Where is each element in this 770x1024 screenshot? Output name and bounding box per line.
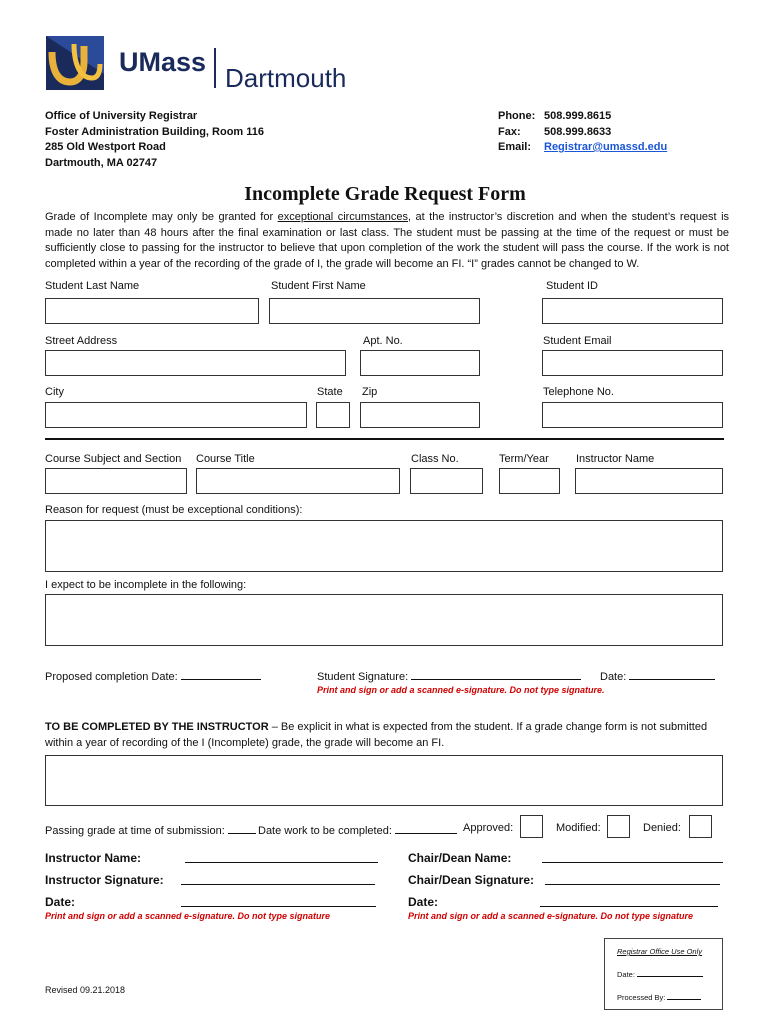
instructor-heading: TO BE COMPLETED BY THE INSTRUCTOR	[45, 721, 269, 733]
zip-label: Zip	[362, 386, 378, 398]
phone-field-label: Telephone No.	[543, 386, 614, 398]
office-line: Office of University Registrar	[45, 110, 198, 122]
office-use-processed-label: Processed By:	[617, 993, 666, 1002]
chair-signature-note: Print and sign or add a scanned e-signature. Do not type signature	[408, 911, 694, 921]
term-label: Term/Year	[499, 453, 549, 465]
office-use-title: Registrar Office Use Only	[617, 947, 703, 956]
last-name-label: Student Last Name	[45, 280, 140, 292]
instructor-signature-label: Instructor Signature:	[45, 873, 164, 887]
student-date-row	[600, 667, 715, 684]
passing-grade-line[interactable]	[228, 821, 256, 834]
instructor-expectations-textarea[interactable]	[45, 755, 723, 806]
email-input[interactable]	[542, 350, 723, 376]
approved-checkbox[interactable]	[520, 815, 543, 838]
umass-logo	[44, 34, 374, 94]
umass-shield-icon	[44, 34, 106, 92]
phone-value: 508.999.8615	[544, 110, 612, 122]
student-id-label: Student ID	[546, 280, 598, 292]
instructor-instructions-text: – Be explicit in what is expected from the student. If a grade change form is not submitted within a year of recording of the I (Incomplete) grade, the grade will become an FI.	[45, 721, 708, 749]
instructor-input[interactable]	[575, 468, 723, 494]
office-line: Foster Administration Building, Room 116	[45, 125, 265, 138]
student-signature-line[interactable]	[411, 667, 581, 680]
intro-text: Grade of Incomplete may only be granted for	[45, 211, 278, 223]
class-no-input[interactable]	[410, 468, 483, 494]
instructor-signature-line[interactable]	[181, 884, 375, 885]
student-id-input[interactable]	[542, 298, 723, 324]
course-title-label: Course Title	[196, 453, 255, 465]
course-subject-label: Course Subject and Section	[45, 453, 182, 465]
passing-grade-label: Passing grade at time of submission:	[45, 825, 225, 837]
first-name-input[interactable]	[269, 298, 480, 324]
form-title: Incomplete Grade Request Form	[244, 183, 526, 205]
date-work-row	[258, 821, 457, 838]
instructor-signature-note: Print and sign or add a scanned e-signature. Do not type signature	[45, 911, 331, 921]
completion-date-line[interactable]	[181, 667, 261, 680]
course-title-input[interactable]	[196, 468, 400, 494]
office-use-box	[604, 938, 723, 1010]
phone-input[interactable]	[542, 402, 723, 428]
city-label: City	[45, 386, 64, 398]
student-signature-note: Print and sign or add a scanned e-signature. Do not type signature.	[317, 685, 605, 695]
instructor-name-line[interactable]	[185, 862, 378, 863]
completion-date-row	[45, 667, 261, 684]
city-input[interactable]	[45, 402, 307, 428]
office-use-processed-row	[617, 991, 701, 1002]
instructor-date-line[interactable]	[181, 906, 376, 907]
date-work-label: Date work to be completed:	[258, 825, 392, 837]
instructor-name-label: Instructor Name:	[45, 851, 142, 865]
date-work-line[interactable]	[395, 821, 457, 834]
chair-signature-label: Chair/Dean Signature:	[408, 873, 535, 887]
student-date-line[interactable]	[629, 667, 715, 680]
modified-label: Modified:	[556, 822, 601, 834]
approved-label: Approved:	[463, 822, 514, 834]
logo-umass: UMass	[119, 47, 207, 77]
instructor-label: Instructor Name	[576, 453, 655, 465]
office-line: 285 Old Westport Road	[45, 141, 166, 153]
logo-divider	[214, 48, 216, 88]
chair-signature-line[interactable]	[545, 884, 720, 885]
fax-label: Fax:	[498, 125, 521, 138]
office-use-processed-line[interactable]	[667, 991, 701, 1000]
office-address	[45, 109, 264, 171]
instructor-instructions	[45, 720, 729, 751]
denied-label: Denied:	[643, 822, 681, 834]
street-label: Street Address	[45, 335, 118, 347]
passing-grade-row	[45, 821, 256, 838]
reason-label: Reason for request (must be exceptional conditions):	[45, 504, 303, 516]
completion-date-label: Proposed completion Date:	[45, 671, 178, 683]
revised-date: Revised 09.21.2018	[45, 985, 126, 995]
chair-date-line[interactable]	[540, 906, 718, 907]
state-input[interactable]	[316, 402, 350, 428]
intro-emphasis: exceptional circumstances	[277, 211, 409, 223]
office-use-date-row	[617, 968, 703, 979]
denied-checkbox[interactable]	[689, 815, 712, 838]
office-line: Dartmouth, MA 02747	[45, 156, 158, 169]
apt-input[interactable]	[360, 350, 480, 376]
student-signature-label: Student Signature:	[317, 671, 409, 683]
logo-dartmouth: Dartmouth	[225, 63, 347, 93]
intro-text-rest: , at the instructor’s discretion and when the student’s request is made no later than 48 hours after the final examination or last class. The student must be passing at the time of the request or must be sufficiently close to passing for the instructor to believe that upon completion of the work the student will pass the course. If the work is not completed within a year of the recording of the grade of I, the grade will become an FI. “I” grades cannot be changed to W.	[45, 211, 730, 270]
course-subject-input[interactable]	[45, 468, 187, 494]
contact-block	[498, 109, 667, 156]
office-use-date-label: Date:	[617, 970, 635, 979]
email-link[interactable]: Registrar@umassd.edu	[544, 141, 668, 153]
student-date-label: Date:	[600, 671, 627, 683]
modified-checkbox[interactable]	[607, 815, 630, 838]
student-signature-row	[317, 667, 581, 684]
apt-label: Apt. No.	[363, 335, 403, 347]
fax-value: 508.999.8633	[544, 125, 612, 138]
intro-paragraph	[45, 210, 729, 272]
expect-label: I expect to be incomplete in the following:	[45, 579, 247, 591]
class-no-label: Class No.	[411, 453, 459, 465]
email-field-label: Student Email	[543, 335, 612, 347]
reason-textarea[interactable]	[45, 520, 723, 572]
zip-input[interactable]	[360, 402, 480, 428]
chair-date-label: Date:	[408, 895, 439, 909]
email-label: Email:	[498, 141, 532, 153]
section-divider	[45, 438, 724, 440]
office-use-date-line[interactable]	[637, 968, 703, 977]
chair-name-line[interactable]	[542, 862, 723, 863]
expect-textarea[interactable]	[45, 594, 723, 646]
term-input[interactable]	[499, 468, 560, 494]
street-input[interactable]	[45, 350, 346, 376]
last-name-input[interactable]	[45, 298, 259, 324]
first-name-label: Student First Name	[271, 280, 366, 292]
state-label: State	[317, 386, 343, 398]
phone-label: Phone:	[498, 110, 536, 122]
chair-name-label: Chair/Dean Name:	[408, 851, 512, 865]
instructor-date-label: Date:	[45, 895, 76, 909]
